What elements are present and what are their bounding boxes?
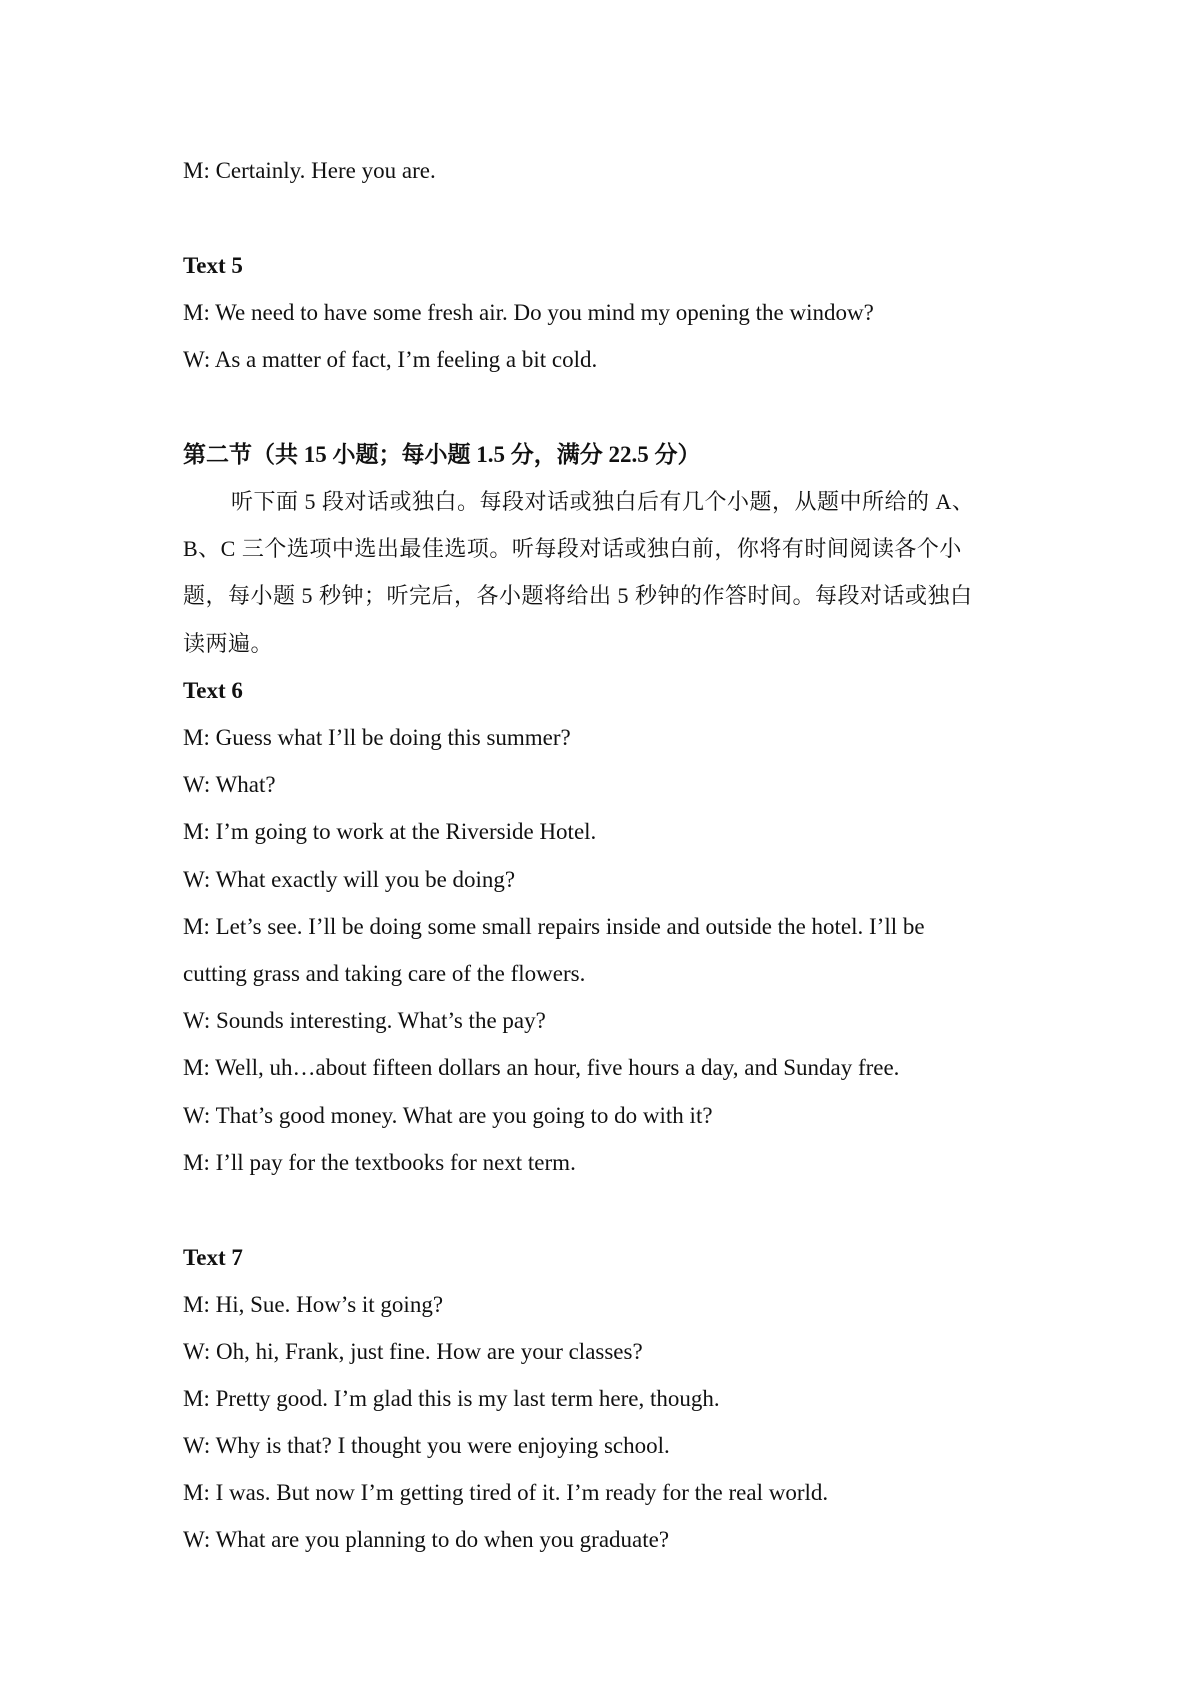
dialogue-line: M: I’m going to work at the Riverside Hotel. (183, 819, 597, 844)
dialogue-line: M: I was. But now I’m getting tired of it. I’m ready for the real world. (183, 1480, 829, 1505)
dialogue-line: W: Sounds interesting. What’s the pay? (183, 1008, 546, 1033)
dialogue-line: W: As a matter of fact, I’m feeling a bit cold. (183, 347, 598, 372)
text-heading: Text 6 (183, 678, 243, 703)
instruction-line: 读两遍。 (183, 631, 274, 656)
dialogue-line: M: Hi, Sue. How’s it going? (183, 1292, 444, 1317)
dialogue-line: W: Oh, hi, Frank, just fine. How are your classes? (183, 1339, 643, 1364)
instruction-line: 听下面 5 段对话或独白。每段对话或独白后有几个小题，从题中所给的 A、 (231, 489, 975, 514)
dialogue-line: M: Well, uh…about fifteen dollars an hour, five hours a day, and Sunday free. (183, 1055, 900, 1080)
text-heading: Text 5 (183, 253, 243, 278)
dialogue-line: cutting grass and taking care of the flowers. (183, 961, 586, 986)
dialogue-line: M: Certainly. Here you are. (183, 158, 436, 183)
dialogue-line: M: I’ll pay for the textbooks for next term. (183, 1150, 576, 1175)
instruction-line: B、C 三个选项中选出最佳选项。听每段对话或独白前，你将有时间阅读各个小 (183, 536, 962, 561)
dialogue-line: M: We need to have some fresh air. Do you mind my opening the window? (183, 300, 874, 325)
dialogue-line: M: Pretty good. I’m glad this is my last term here, though. (183, 1386, 720, 1411)
dialogue-line: M: Guess what I’ll be doing this summer? (183, 725, 571, 750)
section-heading: 第二节（共 15 小题；每小题 1.5 分，满分 22.5 分） (183, 442, 701, 467)
dialogue-line: M: Let’s see. I’ll be doing some small repairs inside and outside the hotel. I’ll be (183, 914, 925, 939)
text-heading: Text 7 (183, 1245, 243, 1270)
dialogue-line: W: What? (183, 772, 276, 797)
dialogue-line: W: Why is that? I thought you were enjoying school. (183, 1433, 670, 1458)
instruction-line: 题，每小题 5 秒钟；听完后，各小题将给出 5 秒钟的作答时间。每段对话或独白 (183, 583, 973, 608)
dialogue-line: W: That’s good money. What are you going to do with it? (183, 1103, 713, 1128)
dialogue-line: W: What are you planning to do when you graduate? (183, 1527, 670, 1552)
dialogue-line: W: What exactly will you be doing? (183, 867, 516, 892)
